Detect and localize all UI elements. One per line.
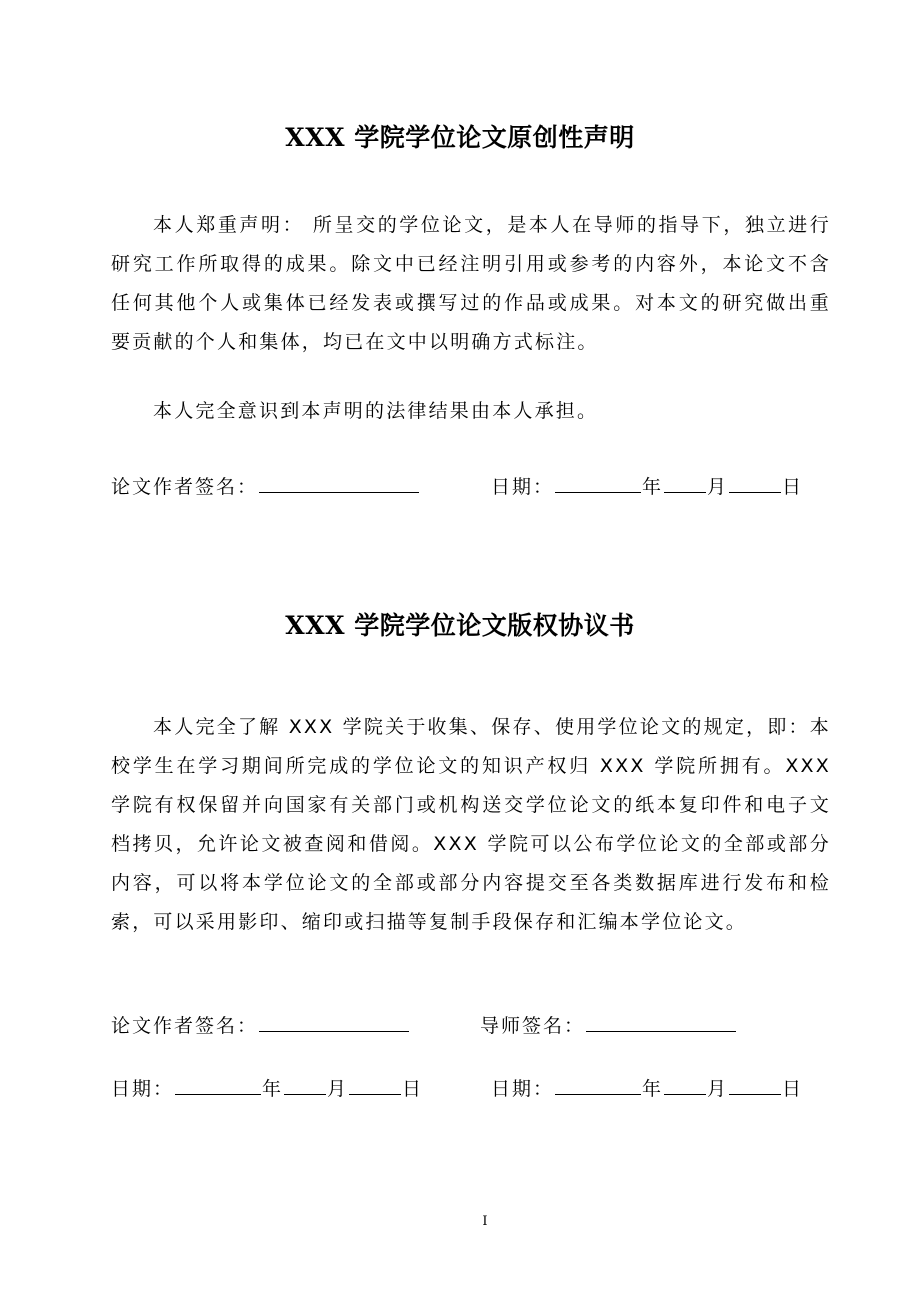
year-label: 年 <box>262 1078 284 1100</box>
declaration-author-signature <box>111 472 420 500</box>
date-label: 日期： <box>111 1078 175 1100</box>
date-label: 日期： <box>491 476 555 498</box>
agreement-title: XXX 学院学位论文版权协议书 <box>285 611 635 640</box>
day-blank <box>729 1074 781 1095</box>
year-blank <box>555 472 641 493</box>
year-blank <box>175 1074 261 1095</box>
agreement-supervisor-signature <box>480 1011 737 1039</box>
agreement-paragraph: 本人完全了解 XXX 学院关于收集、保存、使用学位论文的规定，即：本校学生在学习期间所完成的学位论文的知识产权归 XXX 学院所拥有。XXX 学院有权保留并向国家有关部门或机构送交学位论文的纸本复印件和电子文档拷贝，允许论文被查阅和借阅。XXX 学院可以公布学位论文的全部或部分内容，可以将本学位论文的全部或部分内容提交至各类数据库进行发布和检索，可以采用影印、缩印或扫描等复制手段保存和汇编本学位论文。 <box>111 716 831 933</box>
supervisor-signature-blank <box>586 1011 736 1032</box>
day-blank <box>729 472 781 493</box>
author-signature-blank <box>259 1011 409 1032</box>
agreement-author-date <box>111 1074 423 1102</box>
author-signature-label: 论文作者签名： <box>111 1015 259 1037</box>
year-label: 年 <box>642 476 664 498</box>
declaration-title: XXX 学院学位论文原创性声明 <box>285 123 635 152</box>
author-signature-label: 论文作者签名： <box>111 476 259 498</box>
year-label: 年 <box>642 1078 664 1100</box>
month-label: 月 <box>707 1078 729 1100</box>
month-blank <box>664 472 706 493</box>
day-label: 日 <box>782 1078 804 1100</box>
day-label: 日 <box>402 1078 424 1100</box>
date-label: 日期： <box>491 1078 555 1100</box>
declaration-paragraph-1: 本人郑重声明： 所呈交的学位论文，是本人在导师的指导下，独立进行研究工作所取得的成果。除文中已经注明引用或参考的内容外，本论文不含任何其他个人或集体已经发表或撰写过的作品或成果。对本文的研究做出重要贡献的个人和集体，均已在文中以明确方式标注。 <box>111 214 831 353</box>
month-label: 月 <box>327 1078 349 1100</box>
month-blank <box>284 1074 326 1095</box>
declaration-paragraph-2: 本人完全意识到本声明的法律结果由本人承担。 <box>153 400 599 422</box>
declaration-date <box>491 472 803 500</box>
month-label: 月 <box>707 476 729 498</box>
month-blank <box>664 1074 706 1095</box>
page-number: I <box>482 1214 488 1229</box>
day-label: 日 <box>782 476 804 498</box>
year-blank <box>555 1074 641 1095</box>
agreement-author-signature <box>111 1011 410 1039</box>
day-blank <box>349 1074 401 1095</box>
supervisor-signature-label: 导师签名： <box>480 1015 586 1037</box>
agreement-supervisor-date <box>491 1074 803 1102</box>
author-signature-blank <box>259 472 419 493</box>
